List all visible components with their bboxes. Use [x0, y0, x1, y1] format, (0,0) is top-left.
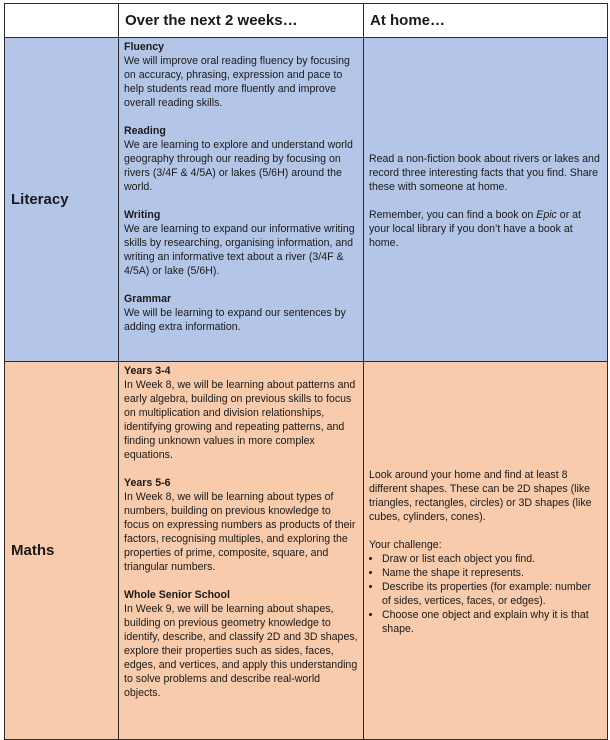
- section-heading: Writing: [124, 209, 161, 221]
- literacy-row: [5, 38, 608, 362]
- learning-plan-table: [4, 3, 608, 740]
- literacy-home-reminder: [369, 208, 602, 250]
- literacy-subject: Literacy: [5, 38, 119, 362]
- header-at-home: At home…: [364, 4, 608, 38]
- literacy-home-task: Read a non-fiction book about rivers or lakes and record three interesting facts that you find. Share these with someone at home.: [369, 152, 600, 193]
- header-next-weeks: Over the next 2 weeks…: [119, 4, 364, 38]
- section-body: In Week 8, we will be learning about patterns and early algebra, building on previous skills to focus on multiplication and division relationships, identifying growing and repeating patterns, and finding unknown values in more complex equations.: [124, 379, 356, 461]
- reminder-text-a: Remember, you can find a book on: [369, 208, 537, 221]
- literacy-plan-cell: [119, 38, 364, 362]
- list-item: • Draw or list each object you find.: [382, 552, 602, 566]
- challenge-heading: Your challenge:: [369, 538, 442, 551]
- maths-whole-senior-school: [124, 588, 358, 700]
- section-body: In Week 9, we will be learning about shapes, building on previous geometry knowledge to identify, describe, and classify 2D and 3D shapes, explore their properties such as sides, faces, edges, and vertices, and apply this understanding to solve problems and describe real-world objects.: [124, 603, 358, 699]
- maths-subject: Maths: [5, 362, 119, 740]
- section-heading: Reading: [124, 125, 166, 137]
- maths-years-5-6: [124, 476, 358, 574]
- section-heading: Years 3-4: [124, 365, 171, 377]
- maths-plan-cell: [119, 362, 364, 740]
- section-body: We will improve oral reading fluency by focusing on accuracy, phrasing, expression and pace to help students read more fluently and improve overall reading skills.: [124, 55, 350, 109]
- section-heading: Fluency: [124, 41, 165, 53]
- literacy-reading: [124, 124, 358, 194]
- section-body: We are learning to explore and understand world geography through our reading by focusing on rivers (3/4F & 4/5A) or lakes (5/6H) around the world.: [124, 139, 353, 193]
- list-item: • Describe its properties (for example: number of sides, vertices, faces, or edges).: [382, 580, 602, 608]
- literacy-fluency: [124, 40, 358, 110]
- maths-home-cell: [364, 362, 608, 740]
- literacy-grammar: [124, 292, 358, 334]
- challenge-list: [369, 552, 602, 636]
- list-item: • Name the shape it represents.: [382, 566, 602, 580]
- maths-years-3-4: [124, 364, 358, 462]
- section-body: In Week 8, we will be learning about types of numbers, building on previous knowledge to focus on expressing numbers as products of their factors, recognising multiples, and exploring the properties of prime, composite, square, and triangular numbers.: [124, 491, 356, 573]
- reminder-text-b: or at your local library if you don’t have a book at home.: [369, 208, 582, 249]
- literacy-writing: [124, 208, 358, 278]
- section-heading: Whole Senior School: [124, 589, 230, 601]
- maths-row: [5, 362, 608, 740]
- list-item: • Choose one object and explain why it is that shape.: [382, 608, 602, 636]
- header-subject-cell: [5, 4, 119, 38]
- section-heading: Grammar: [124, 293, 172, 305]
- maths-challenge: [369, 538, 602, 636]
- maths-home-task: Look around your home and find at least 8 different shapes. These can be 2D shapes (like triangles, rectangles, circles) or 3D shapes (like cubes, cylinders, cones).: [369, 468, 592, 523]
- section-body: We will be learning to expand our sentences by adding extra information.: [124, 307, 346, 333]
- section-body: We are learning to expand our informative writing skills by researching, organising information, and writing an informative text about a river (3/4F & 4/5A) or lake (5/6H).: [124, 223, 355, 277]
- epic-link-text: Epic: [536, 208, 557, 221]
- header-row: [5, 4, 608, 38]
- section-heading: Years 5-6: [124, 477, 171, 489]
- literacy-home-cell: [364, 38, 608, 362]
